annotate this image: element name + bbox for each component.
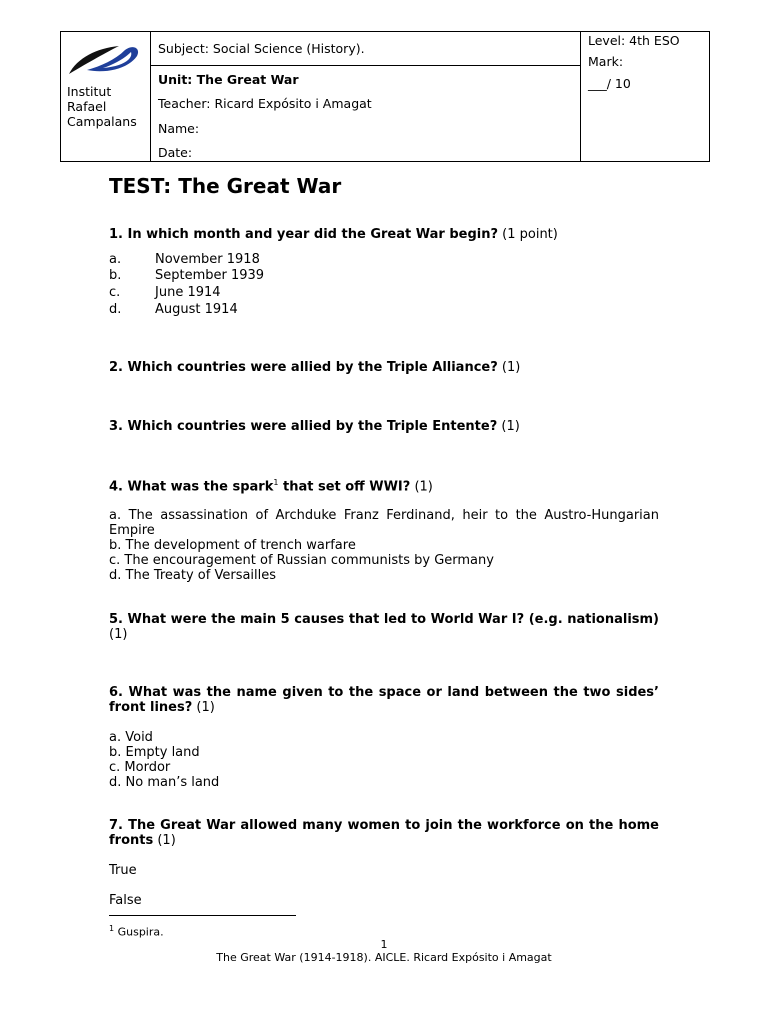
q1-option-a-letter: a. [109,252,122,267]
q6-option-d: d. No man’s land [109,775,220,790]
question-5 [109,612,659,642]
question-6 [109,685,659,715]
mark-label: Mark: [588,54,624,69]
q7-option-false: False [109,893,142,908]
question-4 [109,478,433,494]
question-4-points: (1) [410,479,433,495]
q4-option-d: d. The Treaty of Versailles [109,568,277,583]
subject-label: Subject: Social Science (History). [158,41,365,56]
question-6-text: 6. What was the name given to the space or land between the two sides’ front lines? [109,685,659,715]
question-7 [109,818,659,848]
question-3-text: 3. Which countries were allied by the Triple Entente? [109,419,498,434]
q1-option-b-letter: b. [109,268,122,283]
q1-option-a-text: November 1918 [155,252,260,267]
subject-row [151,32,580,66]
question-7-points: (1) [153,833,176,848]
q6-option-b: b. Empty land [109,745,200,760]
info-cell [151,32,581,161]
page-footer: The Great War (1914-1918). AICLE. Ricard Expósito i Amagat [216,951,552,964]
header-table [60,31,710,162]
date-field-label: Date: [158,145,193,160]
footnote [109,924,164,939]
q1-option-d-letter: d. [109,302,122,317]
logo-cell [61,32,151,161]
question-6-points: (1) [192,700,215,715]
q6-option-c: c. Mordor [109,760,171,775]
q4-option-a: a. The assassination of Archduke Franz Ferdinand, heir to the Austro-Hungarian Empire [109,508,659,538]
q1-option-c-letter: c. [109,285,121,300]
unit-label: Unit: The Great War [158,72,299,87]
q1-option-d-text: August 1914 [155,302,238,317]
question-3-points: (1) [497,419,520,434]
question-5-text: 5. What were the main 5 causes that led to World War I? (e.g. nationalism) [109,612,659,627]
level-label: Level: 4th ESO [588,33,680,48]
question-3 [109,419,520,434]
institution-logo-icon [67,40,141,80]
footnote-text: Guspira. [114,925,164,939]
institution-line-2: Rafael [67,99,107,114]
page-title: TEST: The Great War [109,174,342,198]
institution-line-3: Campalans [67,114,137,129]
footnote-separator [109,915,296,916]
question-1 [109,227,558,242]
name-field-label: Name: [158,121,200,136]
mark-blank: ___/ 10 [588,76,631,91]
institution-line-1: Institut [67,84,112,99]
q1-option-b-text: September 1939 [155,268,265,283]
question-2-text: 2. Which countries were allied by the Triple Alliance? [109,360,498,375]
page-number: 1 [380,938,388,951]
question-1-points: (1 point) [498,227,558,242]
q4-option-b: b. The development of trench warfare [109,538,356,553]
footnote-reference: 1 [273,478,279,487]
institution-name [67,84,137,129]
q6-option-a: a. Void [109,730,153,745]
q7-option-true: True [109,863,137,878]
teacher-label: Teacher: Ricard Expósito i Amagat [158,96,372,111]
question-4-text-b: that set off WWI? [278,479,411,495]
question-5-points: (1) [109,627,128,642]
footnote-mark: 1 [109,924,115,933]
level-cell [581,32,709,161]
q4-option-c: c. The encouragement of Russian communists by Germany [109,553,494,568]
question-4-text-a: 4. What was the spark [109,479,274,495]
question-1-text: 1. In which month and year did the Great War begin? [109,227,499,242]
question-7-text: 7. The Great War allowed many women to join the workforce on the home fronts [109,818,659,848]
question-2-points: (1) [497,360,521,375]
q1-option-c-text: June 1914 [155,285,221,300]
question-2 [109,360,520,375]
